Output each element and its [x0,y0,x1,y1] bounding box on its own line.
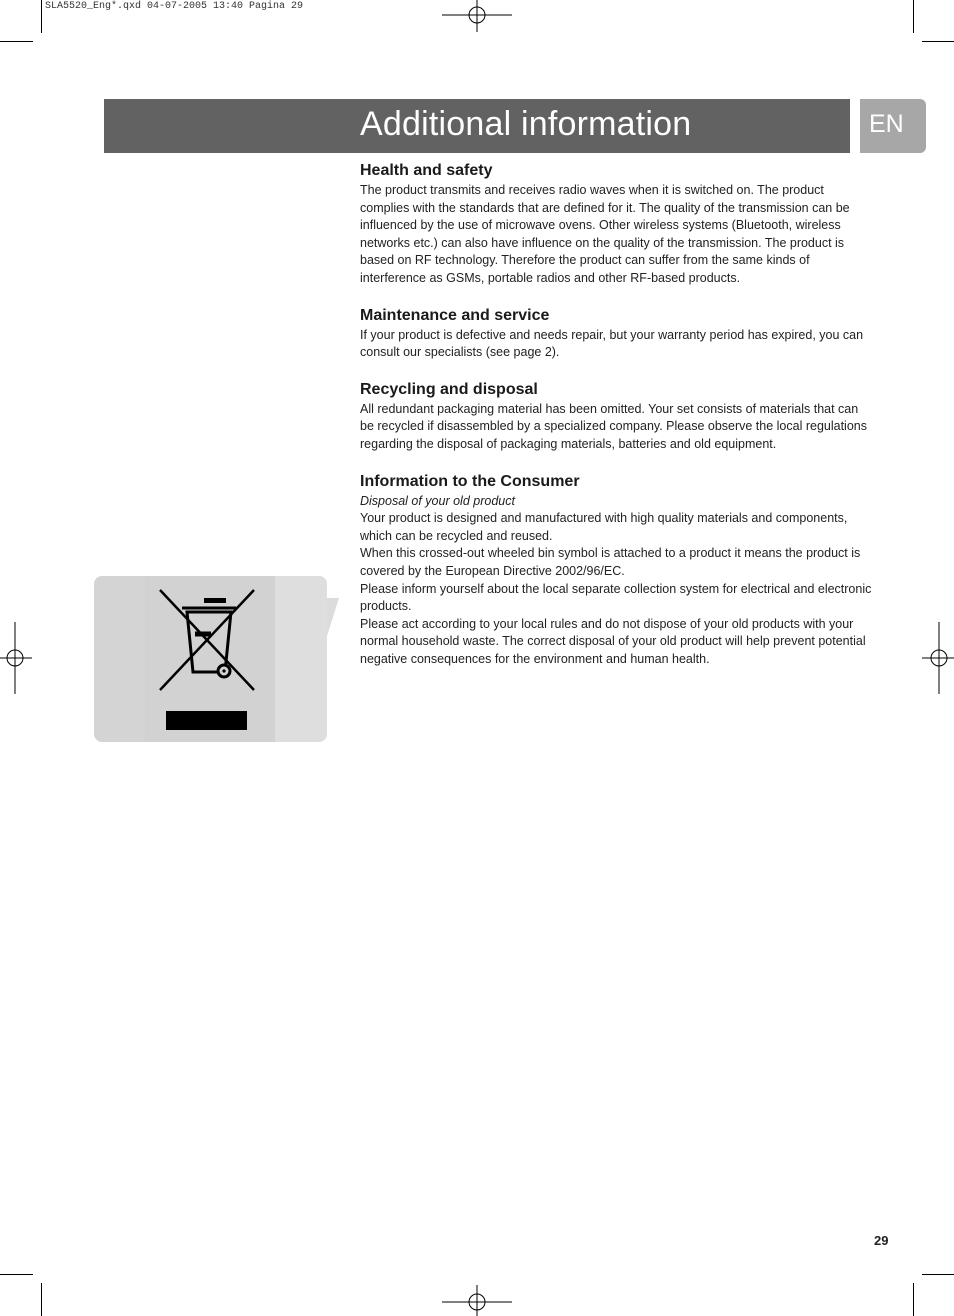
registration-mark-icon [0,622,32,694]
section-body: The product transmits and receives radio waves when it is switched on. The product complies with the standards that are defined for it. The quality of the transmission can be influenced by the use of microwave ovens. Other wireless systems (Bluetooth, wireless networks etc.) can also have influence on the quality of the transmission. The product is based on RF technology. Therefore the product can suffer from the same kinds of interference as GSMs, portable radios and other RF-based products. [360,183,850,285]
page-number: 29 [874,1233,889,1248]
section-subheading: Disposal of your old product [360,493,515,508]
title-bar [104,99,850,153]
registration-mark-icon [442,0,512,32]
language-label: EN [869,110,904,138]
crop-mark [0,41,33,42]
crop-mark [41,0,42,33]
illustration-tab-shape [327,598,341,638]
weee-illustration-shadow [275,576,327,742]
section-health-and-safety [360,160,872,288]
section-paragraph: Your product is designed and manufactured with high quality materials and components, which can be recycled and reused. [360,511,848,543]
crop-mark [922,1274,954,1275]
crop-mark [922,41,954,42]
section-recycling-and-disposal [360,379,872,454]
crossed-out-wheeled-bin-icon [154,588,260,734]
crop-mark [913,1283,914,1316]
section-body: All redundant packaging material has been omitted. Your set consists of materials that can be recycled if disassembled by a specialized company. Please observe the local regulations regarding the disposal of packaging materials, batteries and old equipment. [360,401,867,451]
section-heading: Recycling and disposal [360,380,538,398]
section-heading: Health and safety [360,162,493,179]
section-paragraph: When this crossed-out wheeled bin symbol is attached to a product it means the product is covered by the European Directive 2002/96/EC. [360,546,861,578]
registration-mark-icon [922,622,954,694]
weee-illustration [94,576,327,742]
section-heading: Information to the Consumer [360,472,580,490]
section-maintenance-and-service [360,305,872,362]
crop-mark [41,1283,42,1316]
section-information-to-consumer [360,471,872,669]
section-paragraph: Please inform yourself about the local separate collection system for electrical and electronic products. [360,581,872,614]
section-paragraph: Please act according to your local rules and do not dispose of your old products with your normal household waste. The correct disposal of your old product will help prevent potential negative consequences for the environment and human health. [360,616,866,666]
crop-mark [913,0,914,33]
section-body: If your product is defective and needs repair, but your warranty period has expired, you can consult our specialists (see page 2). [360,327,864,360]
section-heading: Maintenance and service [360,306,550,324]
language-tab [860,99,926,153]
print-slug: SLA5520_Eng*.qxd 04-07-2005 13:40 Pagina 29 [45,1,304,12]
crop-mark [0,1274,33,1275]
main-content [360,160,872,668]
page-title: Additional information [360,105,692,143]
registration-mark-icon [442,1285,512,1316]
